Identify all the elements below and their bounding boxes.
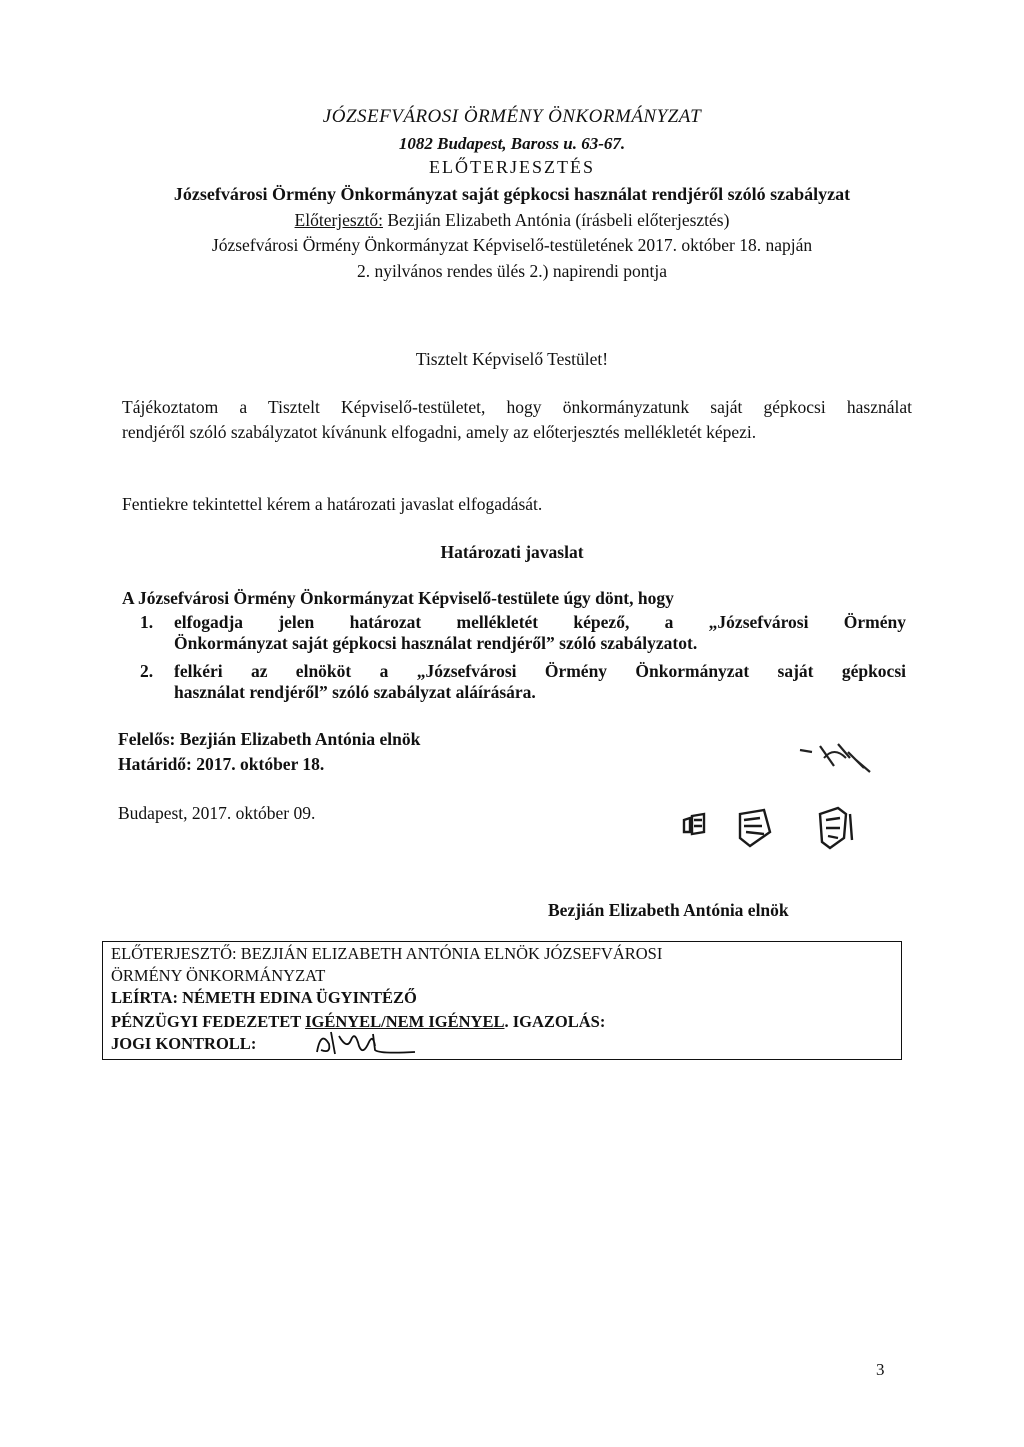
salutation: Tisztelt Képviselő Testület! [415,349,609,369]
item-line-2: használat rendjéről” szóló szabályzat aláírására. [174,682,536,702]
stamp-icon [680,798,890,858]
footer-written-by: LEÍRTA: NÉMETH EDINA ÜGYINTÉZŐ [111,988,417,1007]
handwritten-signature-icon [309,1026,449,1058]
meeting-line: Józsefvárosi Örmény Önkormányzat Képviselő-testületének 2017. október 18. napján [211,235,813,255]
seal-fragment-icon [790,738,880,778]
resolution-title: Határozati javaslat [440,542,584,562]
presenter-label: Előterjesztő: [294,210,383,230]
footer-info-box [102,941,902,1060]
resolution-intro: A Józsefvárosi Örmény Önkormányzat Képviselő-testülete úgy dönt, hogy [122,588,674,608]
org-name: JÓZSEFVÁROSI ÖRMÉNY ÖNKORMÁNYZAT [322,106,702,127]
doc-subject: Józsefvárosi Örmény Önkormányzat saját gépkocsi használat rendjéről szóló szabályzat [173,184,851,204]
footer-finance-value: IGÉNYEL/NEM IGÉNYEL [305,1012,505,1031]
signer-name: Bezjián Elizabeth Antónia elnök [548,900,789,920]
resolution-item-1 [140,612,906,654]
footer-verification-label: . IGAZOLÁS: [504,1012,606,1031]
footer-org: ÖRMÉNY ÖNKORMÁNYZAT [111,966,326,985]
item-number: 2. [140,661,154,681]
item-number: 1. [140,612,154,632]
doc-type-title: ELŐTERJESZTÉS [429,157,595,177]
footer-legal-control [111,1034,256,1054]
agenda-line: 2. nyilvános rendes ülés 2.) napirendi pontja [356,261,668,281]
responsible-line: Felelős: Bezjián Elizabeth Antónia elnök [118,729,421,749]
footer-finance-label: PÉNZÜGYI FEDEZETET [111,1012,306,1031]
page-number: 3 [876,1360,885,1379]
item-line-1: felkéri az elnököt a „Józsefvárosi Örmény Önkormányzat saját gépkocsi [174,661,906,681]
resolution-item-2 [140,661,906,703]
presenter-line [0,210,1024,231]
deadline-line: Határidő: 2017. október 18. [118,754,325,774]
item-line-1: elfogadja jelen határozat mellékletét képező, a „Józsefvárosi Örmény [174,612,906,632]
footer-presenter: ELŐTERJESZTŐ: BEZJIÁN ELIZABETH ANTÓNIA ELNÖK JÓZSEFVÁROSI [111,944,663,963]
paragraph-2: Fentiekre tekintettel kérem a határozati javaslat elfogadását. [122,494,543,514]
paragraph-1-line-2: rendjéről szóló szabályzatot kívánunk elfogadni, amely az előterjesztés mellékletét képezi. [122,422,757,442]
place-date: Budapest, 2017. október 09. [118,803,316,823]
paragraph-1-line-1: Tájékoztatom a Tisztelt Képviselő-testületet, hogy önkormányzatunk saját gépkocsi használat [122,397,912,417]
presenter-value: Bezjián Elizabeth Antónia (írásbeli előterjesztés) [382,210,730,230]
org-address: 1082 Budapest, Baross u. 63-67. [398,134,626,153]
item-line-2: Önkormányzat saját gépkocsi használat rendjéről” szóló szabályzatot. [174,633,698,653]
footer-legal-label: JOGI KONTROLL: [111,1034,257,1053]
